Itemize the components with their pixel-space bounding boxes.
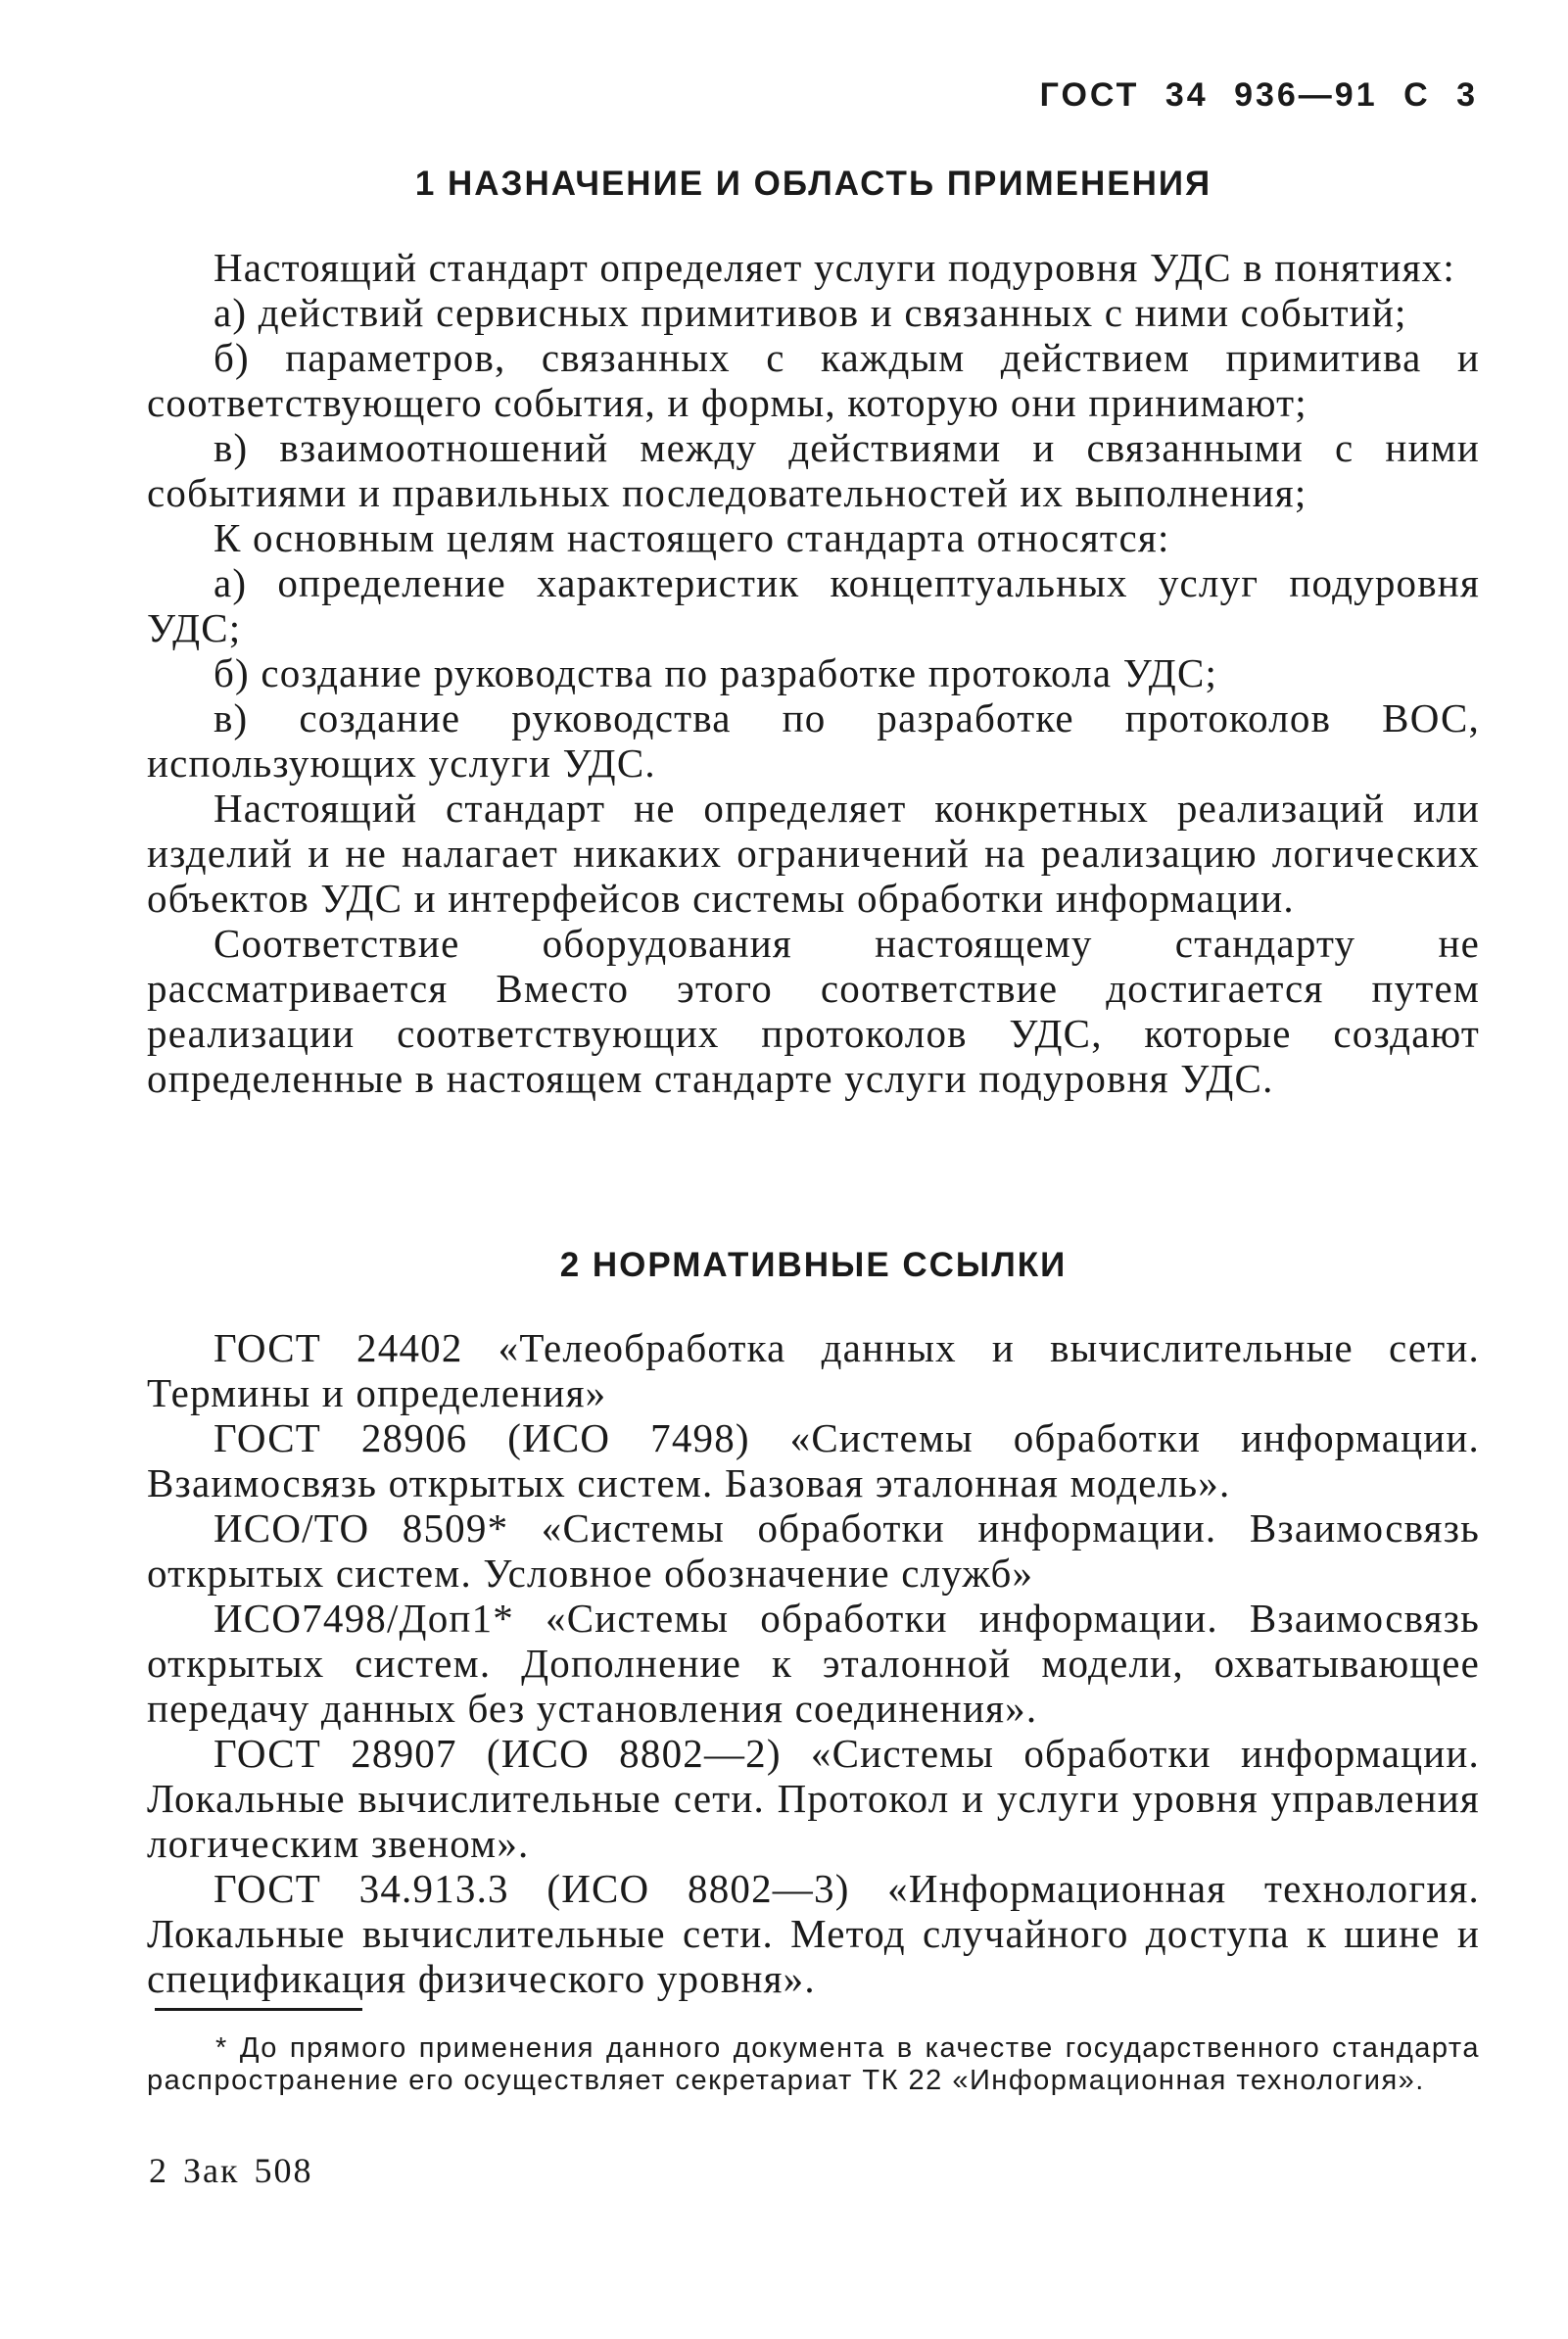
reference-item: ИСО/ТО 8509* «Системы обработки информации. Взаимосвязь открытых систем. Условное обозначение служб» bbox=[147, 1505, 1480, 1596]
list-item: в) создание руководства по разработке протоколов ВОС, использующих услуги УДС. bbox=[147, 695, 1480, 786]
section-2-title: 2 НОРМАТИВНЫЕ ССЫЛКИ bbox=[559, 1246, 1068, 1284]
reference-item: ГОСТ 28907 (ИСО 8802—2) «Системы обработки информации. Локальные вычислительные сети. Протокол и услуги уровня управления логическим звеном». bbox=[147, 1731, 1480, 1866]
running-head: ГОСТ 34 936—91 С 3 bbox=[1039, 76, 1478, 114]
section-1-title: 1 НАЗНАЧЕНИЕ И ОБЛАСТЬ ПРИМЕНЕНИЯ bbox=[414, 165, 1212, 203]
paragraph: Настоящий стандарт не определяет конкретных реализаций или изделий и не налагает никаких ограничений на реализацию логических объектов УДС и интерфейсов системы обработки информации. bbox=[147, 786, 1480, 921]
paragraph: Настоящий стандарт определяет услуги подуровня УДС в понятиях: bbox=[214, 245, 1455, 290]
footnote: * До прямого применения данного документа в качестве государственного стандарта распространение его осуществляет секретариат ТК 22 «Информационная технология». bbox=[147, 2032, 1480, 2096]
list-item: б) параметров, связанных с каждым действием примитива и соответствующего события, и формы, которую они принимают; bbox=[147, 335, 1480, 425]
reference-item: ГОСТ 34.913.3 (ИСО 8802—3) «Информационная технология. Локальные вычислительные сети. Метод случайного доступа к шине и спецификация физического уровня». bbox=[147, 1866, 1480, 2001]
paragraph: Соответствие оборудования настоящему стандарту не рассматривается Вместо этого соответствие достигается путем реализации соответствующих протоколов УДС, которые создают определенные в настоящем стандарте услуги подуровня УДС. bbox=[147, 921, 1480, 1101]
list-item: а) действий сервисных примитивов и связанных с ними событий; bbox=[214, 290, 1407, 335]
reference-item: ИСО7498/Доп1* «Системы обработки информации. Взаимосвязь открытых систем. Дополнение к эталонной модели, охватывающее передачу данных без установления соединения». bbox=[147, 1596, 1480, 1731]
section-1-body bbox=[147, 245, 1480, 1101]
footnote-divider bbox=[155, 2008, 362, 2011]
list-item: б) создание руководства по разработке протокола УДС; bbox=[214, 650, 1218, 695]
section-2-body bbox=[147, 1325, 1480, 2001]
list-item: в) взаимоотношений между действиями и связанными с ними событиями и правильных последовательностей их выполнения; bbox=[147, 425, 1480, 515]
list-item: а) определение характеристик концептуальных услуг подуровня УДС; bbox=[147, 560, 1480, 650]
paragraph: К основным целям настоящего стандарта относятся: bbox=[214, 515, 1170, 560]
reference-item: ГОСТ 28906 (ИСО 7498) «Системы обработки информации. Взаимосвязь открытых систем. Базовая эталонная модель». bbox=[147, 1415, 1480, 1505]
reference-item: ГОСТ 24402 «Телеобработка данных и вычислительные сети. Термины и определения» bbox=[147, 1325, 1480, 1415]
print-order-mark: 2 Зак 508 bbox=[149, 2151, 313, 2190]
